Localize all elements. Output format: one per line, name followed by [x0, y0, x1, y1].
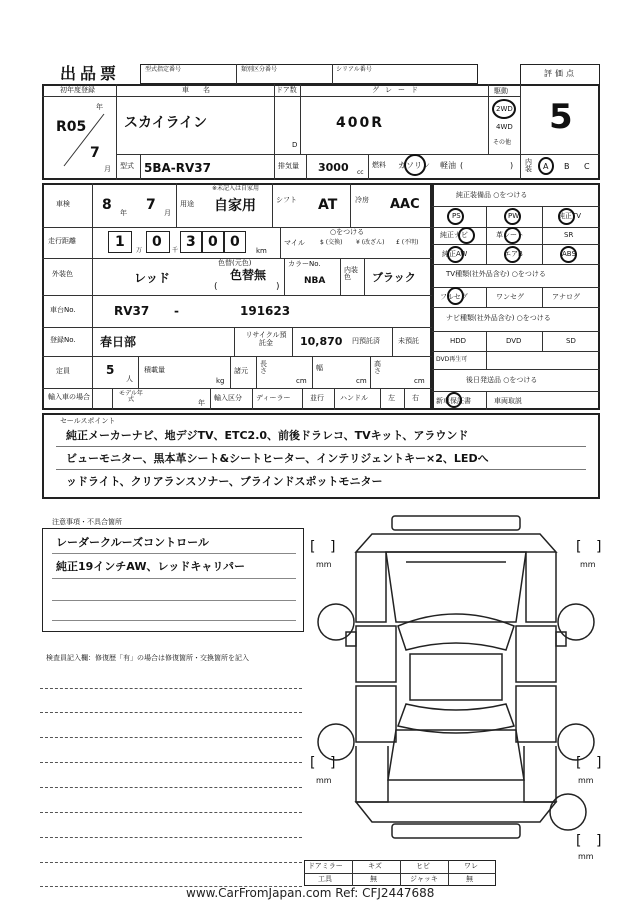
tv-analog: アナログ [552, 293, 580, 301]
legend-row-label: 工具 [318, 875, 332, 883]
fuel-circle [404, 154, 426, 176]
width-label: 幅 [316, 364, 323, 372]
handle-right: 右 [412, 394, 419, 402]
bracket-spare-open: [ [576, 833, 582, 849]
color: レッド [134, 271, 170, 285]
circle-note: ○をつける [330, 228, 365, 236]
equip-leather: 革シート [496, 231, 524, 239]
bracket-bl-close: ] [330, 755, 336, 771]
handle-left: 左 [388, 394, 395, 402]
altered-label: ¥ (改ざん) [356, 239, 385, 246]
equipment-title: 純正装備品 ○をつける [456, 191, 528, 199]
grade-label: グレード [372, 86, 424, 94]
equip-airbag: エアB [504, 250, 523, 258]
recycle-label: リサイクル預託金 [245, 331, 287, 348]
notes-line-1: レーダークルーズコントロール [56, 536, 209, 549]
mileage-label: 走行距離 [48, 237, 76, 245]
drive-4wd: 4WD [496, 123, 513, 131]
nav-title: ナビ種類(社外品含む) ○をつける [446, 314, 551, 322]
bracket-spare-close: ] [596, 833, 602, 849]
sales-point-line-3: ッドライト、クリアランスソナー、ブラインドスポットモニター [66, 475, 383, 488]
displacement: 3000 [318, 161, 349, 174]
legend-cell-1: 無 [370, 875, 377, 883]
slash-divider [60, 110, 110, 170]
usage: 自家用 [214, 198, 256, 214]
chassis-label: 車台No. [50, 306, 76, 314]
equip-sr: SR [564, 231, 574, 239]
drive-label: 駆動 [494, 87, 508, 95]
legend-header-1: ドアミラー [308, 862, 343, 870]
drive-2wd: 2WD [496, 105, 513, 113]
details-block [42, 183, 432, 410]
first-reg-year: R05 [56, 119, 87, 135]
equip-abs: ABS [562, 250, 576, 258]
bracket-tr-open: [ [576, 539, 582, 555]
height-cm: cm [414, 377, 425, 385]
notes-line-2: 純正19インチAW、レッドキャリパー [56, 560, 246, 573]
inspection-month-char: 月 [164, 209, 171, 217]
color-paren-close: ) [276, 282, 280, 292]
inspection-year: 8 [102, 197, 112, 213]
page-title: 出品票 [60, 64, 121, 83]
inspection-year-char: 年 [120, 209, 127, 217]
equip-aw: 純正AW [442, 250, 468, 258]
shift-label: シフト [276, 196, 297, 204]
year-char: 年 [96, 103, 103, 111]
width-cm: cm [356, 377, 367, 385]
kg-unit: kg [216, 377, 225, 385]
interior-color-label: 内装色 [344, 266, 358, 281]
mm-spare: mm [578, 852, 594, 861]
chassis-dash: - [174, 304, 179, 318]
aircon: AAC [390, 197, 420, 212]
doors-label: ドア数 [276, 86, 297, 94]
score-value: 5 [549, 97, 573, 137]
interior-b: B [564, 162, 570, 171]
fuel-paren-close: ) [510, 161, 514, 170]
bracket-bl-open: [ [310, 755, 316, 771]
aircon-label: 冷房 [355, 196, 369, 204]
interior-color: ブラック [372, 271, 416, 284]
sen-char: 千 [172, 247, 179, 254]
length-cm: cm [296, 377, 307, 385]
equip-pw: PW [508, 212, 520, 220]
drive-other: その他 [493, 139, 512, 146]
shift: AT [318, 197, 338, 213]
bracket-br-close: ] [596, 755, 602, 771]
later-warranty: 新車保証書 [436, 397, 471, 405]
height-label: 高さ [374, 360, 381, 375]
legend-header-2: キズ [368, 862, 382, 870]
recycle-not: 未預託 [398, 337, 419, 345]
cc-unit: cc [357, 169, 364, 176]
grade: 400R [336, 115, 385, 131]
mm-br: mm [578, 776, 594, 785]
equip-navi: 純正ナビ [440, 231, 468, 239]
chassis-prefix: RV37 [114, 304, 150, 318]
capacity-label: 定員 [56, 367, 70, 375]
bracket-tl-close: ] [330, 539, 336, 555]
tv-fullseg: フルセグ [440, 293, 468, 301]
recycle-done: 円預託済 [352, 337, 380, 345]
unused-note: ※未記入は自家用 [212, 185, 260, 192]
fuel-light: 軽油 [440, 161, 456, 170]
capacity: 5 [106, 363, 115, 377]
color-no: NBA [304, 276, 326, 286]
serial-label: シリアル番号 [336, 66, 372, 73]
load-label: 積載量 [144, 366, 165, 374]
fuel-label: 燃料 [372, 161, 386, 169]
import-type-label: 輸入区分 [214, 394, 242, 402]
size-label: 諸元 [234, 367, 248, 375]
car-name: スカイライン [124, 115, 208, 131]
bracket-tl-open: [ [310, 539, 316, 555]
name-label: 車名 [182, 86, 224, 94]
color-label: 外装色 [52, 270, 73, 278]
category-label: 類別区分番号 [241, 66, 278, 73]
legend-cell-2: ジャッキ [410, 875, 438, 883]
recycle-amount: 10,870 [300, 335, 343, 348]
interior-label: 内装 [525, 158, 532, 173]
person-char: 人 [126, 375, 133, 383]
bracket-br-open: [ [576, 755, 582, 771]
fuel-gas: ガソリン [398, 161, 430, 170]
mm-tl: mm [316, 560, 332, 569]
nav-hdd: HDD [450, 337, 467, 345]
bracket-tr-close: ] [596, 539, 602, 555]
dealer-option: ディーラー [256, 394, 291, 402]
color-original-label: 色替(元色) [218, 259, 252, 267]
reg-label: 登録No. [50, 336, 76, 344]
first-reg-label: 初年度登録 [60, 86, 95, 94]
color-paren-open: ( [214, 282, 218, 292]
mileage-digit-5: 0 [230, 234, 240, 250]
model-cert-label: 型式指定番号 [145, 66, 182, 73]
later-manual: 車両取説 [494, 397, 522, 405]
car-diagram [316, 512, 606, 852]
mile-label: マイル [284, 239, 305, 247]
legend-header-4: ワレ [464, 862, 478, 870]
model-code: 5BA-RV37 [144, 161, 211, 175]
parallel-option: 並行 [310, 394, 324, 402]
later-title: 後日発送品 ○をつける [466, 376, 538, 384]
reg: 春日部 [100, 335, 137, 349]
notes-label: 注意事項・不具合箇所 [52, 518, 122, 526]
mileage-digit-2: 0 [152, 234, 162, 250]
mileage-digit-3: 3 [186, 234, 196, 250]
interior-circle [538, 157, 554, 175]
model-label: 型式 [120, 162, 134, 170]
drive-circle [492, 99, 516, 119]
score-label: 評価点 [544, 69, 577, 78]
header-fields [140, 64, 478, 84]
sales-point-label: セールスポイント [60, 417, 116, 425]
unknown-label: £ (不明) [396, 239, 419, 246]
color-change: 色替無 [230, 268, 267, 282]
inspector-label: 検査員記入欄：修復歴「有」の場合は修復箇所・交換箇所を記入 [46, 654, 249, 662]
nav-dvd: DVD [506, 337, 522, 345]
sales-point-line-1: 純正メーカーナビ、地デジTV、ETC2.0、前後ドラレコ、TVキット、アラウンド [66, 429, 469, 442]
equip-tv: 純正TV [558, 212, 582, 220]
equip-ps: PS [452, 212, 461, 220]
man-char: 万 [136, 247, 143, 254]
month-char: 月 [104, 165, 111, 173]
mileage-digit-1: 1 [115, 234, 125, 250]
nav-sd: SD [566, 337, 576, 345]
model-year-char: 年 [198, 399, 205, 407]
interior-a: A [543, 162, 549, 171]
mm-tr: mm [580, 560, 596, 569]
inspection-label: 車検 [56, 200, 70, 208]
first-reg-month: 7 [90, 145, 100, 161]
import-label: 輸入車の場合 [48, 393, 90, 401]
door-type: D [292, 141, 298, 149]
mileage-digit-4: 0 [208, 234, 218, 250]
watermark: www.CarFromJapan.com Ref: CFJ2447688 [186, 886, 435, 900]
displacement-label: 排気量 [278, 162, 299, 170]
length-label: 長さ [260, 360, 267, 375]
exchange-label: $ (交換) [320, 239, 343, 246]
tv-title: TV種類(社外品含む) ○をつける [446, 270, 546, 278]
fuel-paren-open: ( [460, 161, 464, 170]
legend-cell-3: 無 [466, 875, 473, 883]
interior-c: C [584, 162, 590, 171]
km-unit: km [256, 247, 267, 255]
color-no-label: カラーNo. [288, 260, 321, 268]
legend-header-3: ヒビ [416, 862, 430, 870]
tv-oneseg: ワンセグ [496, 293, 524, 301]
sales-point-line-2: ビューモニター、黒本革シート&シートヒーター、インテリジェントキー×2、LEDへ [66, 452, 489, 465]
inspection-month: 7 [146, 197, 156, 213]
chassis-number: 191623 [240, 304, 291, 318]
handle-label: ハンドル [340, 394, 368, 402]
model-year-label: モデル年式 [119, 390, 143, 403]
dvd-label: DVD再生可 [436, 356, 468, 363]
mm-bl: mm [316, 776, 332, 785]
usage-label: 用途 [180, 200, 194, 208]
